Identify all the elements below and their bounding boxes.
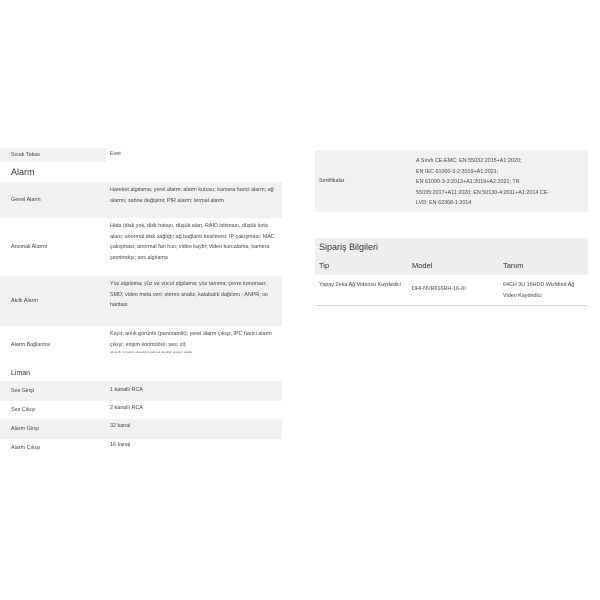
spec-value: Evet	[106, 148, 282, 162]
spec-label: Ses Çıkışı	[0, 401, 106, 419]
spec-label: Akıllı Alarm	[0, 276, 106, 326]
spec-value: Kayıt; anlık görüntü (panoramik); yerel alarm çıkışı; IPC harici alarm çıkışı; erişim kontrolörü; ses; zil;	[110, 331, 272, 348]
spec-row-general-alarm	[0, 182, 282, 218]
spec-row-alarm-link	[0, 326, 282, 364]
order-description: 64CH 3U 16HDD WizMind Ağ Video Kaydedici	[499, 275, 588, 305]
order-table-header	[315, 257, 588, 275]
spec-label: Genel Alarm	[0, 182, 106, 218]
cert-line: A Sınıfı CE-EMC: EN 55032:2015+A1:2020;	[416, 158, 522, 164]
spec-value: Yüz algılama; yüz ve vücut algılama; yüz tanıma; çevre koruması; SMD; video meta veri; stereo analiz, kalabalık dağılımı ; ANPR; ısı haritası	[106, 276, 282, 326]
spec-row-audio-out	[0, 401, 282, 419]
spec-value: 16 kanal	[106, 439, 282, 457]
spec-row-alarm-in	[0, 419, 282, 439]
spec-row-certificates	[315, 150, 588, 212]
spec-value: 32 kanal	[106, 419, 282, 439]
order-table-divider	[315, 305, 588, 306]
spec-value-lines	[412, 150, 588, 212]
spec-row-audio-in	[0, 381, 282, 401]
cert-line: EN IEC 61000-3-2:2019+A1:2021;	[416, 168, 499, 175]
section-title-port: Liman	[11, 370, 31, 377]
cert-line: 55035:2017+A11:2020; EN 50130-4:2011+A1:2014 CE-	[416, 189, 550, 196]
spec-row-smart-alarm	[0, 276, 282, 326]
order-model: DHI-NVR616RH-16-XI	[408, 275, 499, 305]
spec-value-group	[106, 326, 282, 364]
section-title-alarm: Alarm	[11, 167, 35, 177]
cert-line: EN 61000-3-3:2013+A1:2019+A2:2021; TR	[416, 179, 520, 186]
spec-row-anomaly-alarm	[0, 218, 282, 276]
spec-label: Alarm Girişi	[0, 419, 106, 439]
column-header-model: Model	[412, 261, 433, 270]
order-type: Yapay Zeka Ağ Videosu Kaydedici	[315, 275, 408, 305]
spec-label: Anomali Alarmı	[0, 218, 106, 276]
spec-row-hot-swap	[0, 148, 282, 162]
spec-note: güvenlik; kimsenin olmadığını görmek istediğin alanları yakala	[110, 350, 193, 355]
spec-value: Hareket algılama; yerel alarm; alarm kutusu; kamera harici alarm; ağ alarmı; sahne değişimi; PIR alarm; termal alarm	[106, 182, 282, 218]
spec-label: Sıcak Takas	[0, 148, 106, 162]
cert-line: LVD: EN 62368-1:2014	[416, 200, 472, 207]
order-info-title: Sipariş Bilgileri	[315, 238, 588, 257]
column-header-description: Tanım	[503, 261, 524, 270]
spec-label: Alarm Bağlantısı	[0, 326, 106, 364]
order-table-row	[315, 275, 588, 305]
spec-label: Alarm Çıkışı	[0, 439, 106, 457]
spec-value: Hata (disk yok, disk hatası, düşük alan, RAID istisnası, düşük kota alanı; anormal disk sağlığı; ağ bağlantı kesilmesi; IP çakışması; MAC çakışması; anormal fan hızı; video kaybı; video kurcalama; kamera çevrimdışı; ses algılama	[106, 218, 282, 276]
column-header-type: Tip	[319, 261, 330, 270]
spec-label: Sertifikalar	[315, 150, 412, 212]
spec-value: 2 kanallı RCA	[106, 401, 282, 419]
spec-value: 1 kanallı RCA	[106, 381, 282, 401]
spec-row-alarm-out	[0, 439, 282, 457]
spec-label: Ses Girişi	[0, 381, 106, 401]
